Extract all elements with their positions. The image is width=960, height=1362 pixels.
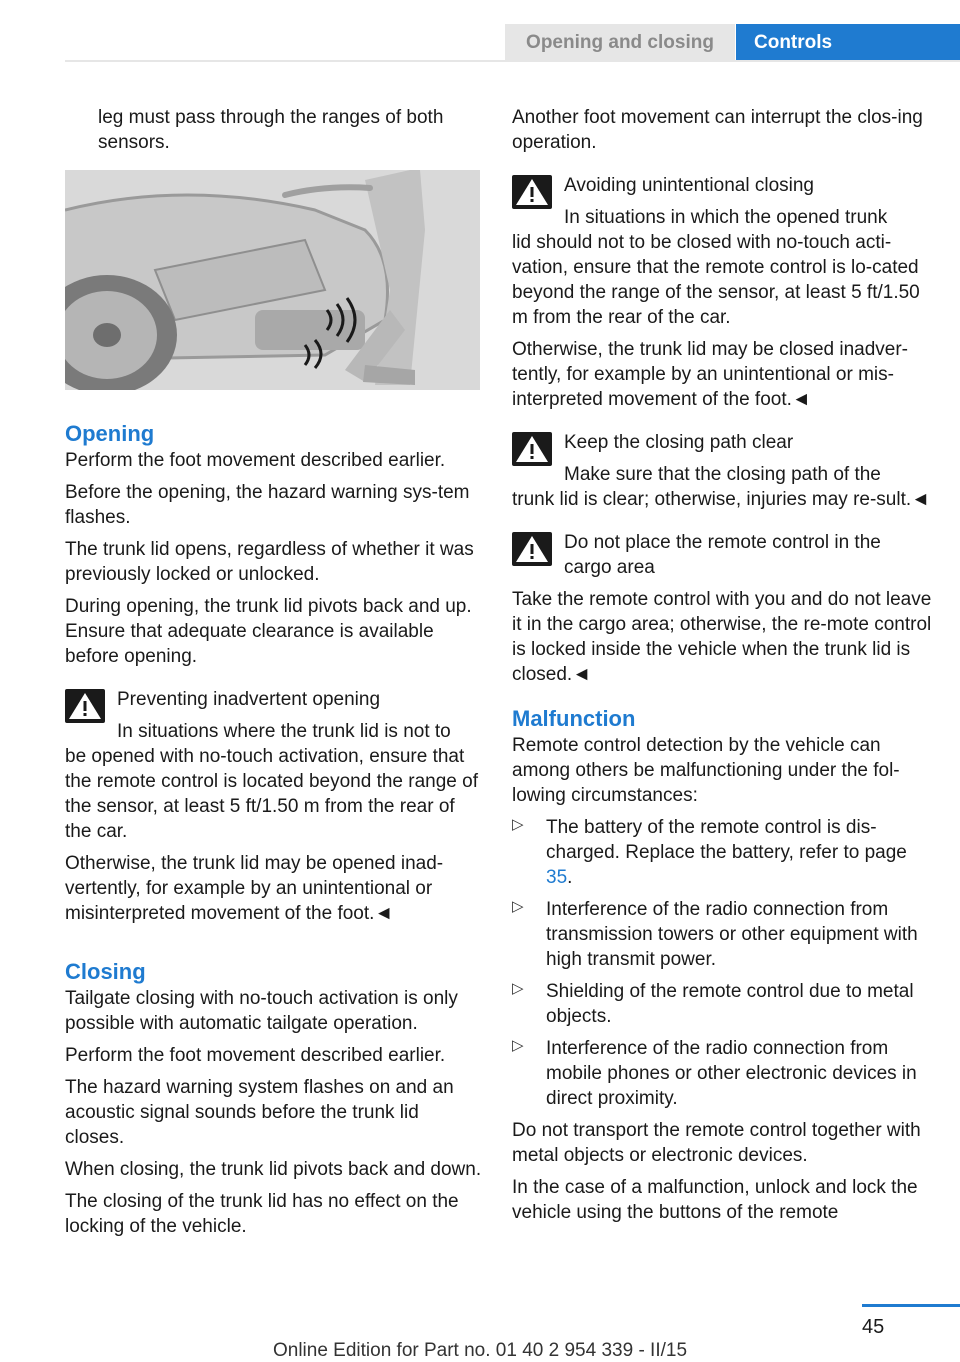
malfunction-after-1: Do not transport the remote control together with metal objects or electronic devices. <box>512 1120 921 1166</box>
list-item <box>512 1036 932 1111</box>
closing-p2: Perform the foot movement described earlier. <box>65 1045 446 1066</box>
warning-title: Avoiding unintentional closing <box>564 175 814 196</box>
warning-extra: Otherwise, the trunk lid may be closed inadver-tently, for example by an unintentional or mis-interpreted movement of the foot.◄ <box>512 339 909 410</box>
bullet-text: The battery of the remote control is dis-charged. Replace the battery, refer to page <box>546 817 907 863</box>
closing-section <box>65 958 483 1246</box>
chapter-tab[interactable]: Controls <box>736 24 960 62</box>
malfunction-after-2: In the case of a malfunction, unlock and lock the vehicle using the buttons of the remote <box>512 1177 918 1223</box>
closing-p1: Tailgate closing with no-touch activation is only possible with automatic tailgate operation. <box>65 988 458 1034</box>
warning-icon <box>512 532 552 566</box>
bullet-text: Shielding of the remote control due to metal objects. <box>546 981 914 1027</box>
page-link[interactable]: 35 <box>546 867 568 888</box>
footer-divider <box>862 1304 960 1307</box>
list-item <box>512 815 932 890</box>
malfunction-section <box>512 705 932 1225</box>
page-header <box>0 0 960 62</box>
warning-title: Preventing inadvertent opening <box>117 689 381 710</box>
warning-inadvertent-opening <box>65 687 483 926</box>
warning-icon <box>512 432 552 466</box>
warning-icon <box>512 175 552 209</box>
warning-first-line: Make sure that the closing path of the <box>564 464 881 485</box>
malfunction-intro: Remote control detection by the vehicle can among others be malfunctioning under the fol-lowing circumstances: <box>512 735 900 806</box>
closing-heading: Closing <box>65 959 146 984</box>
opening-section <box>65 420 483 933</box>
right-intro: Another foot movement can interrupt the clos-ing operation. <box>512 107 923 153</box>
bullet-text: Interference of the radio connection from mobile phones or other electronic devices in direct proximity. <box>546 1038 917 1109</box>
trunk-illustration <box>65 170 480 390</box>
warning-icon <box>65 689 105 723</box>
warning-extra: Otherwise, the trunk lid may be opened inad-vertently, for example by an unintentional or misinterpreted movement of the foot.◄ <box>65 853 444 924</box>
page-number: 45 <box>862 1316 885 1338</box>
edition-line: Online Edition for Part no. 01 40 2 954 339 - II/15 <box>272 1340 688 1361</box>
warning-body: be opened with no-touch activation, ensure that the remote control is located beyond the range of the sensor, at least 5 ft/1.50 m from the rear of the car. <box>65 746 478 842</box>
left-intro: leg must pass through the ranges of both sensors. <box>98 107 444 153</box>
bullet-text: Interference of the radio connection from transmission towers or other equipment with high transmit power. <box>546 899 918 970</box>
right-flow <box>512 105 932 1232</box>
warning-first-line: In situations in which the opened trunk <box>564 207 888 228</box>
opening-p4: During opening, the trunk lid pivots back and up. Ensure that adequate clearance is available before opening. <box>65 596 472 667</box>
header-divider <box>65 60 960 62</box>
opening-p3: The trunk lid opens, regardless of whether it was previously locked or unlocked. <box>65 539 474 585</box>
opening-heading: Opening <box>65 421 155 446</box>
warning-body: lid should not to be closed with no-touch acti-vation, ensure that the remote control is lo-cated beyond the range of the sensor, at least 5 ft/1.50 m from the rear of the car. <box>512 232 920 328</box>
warning-cargo-area <box>512 530 932 687</box>
bullet-end: . <box>567 867 573 888</box>
warning-body: Take the remote control with you and do not leave it in the cargo area; otherwise, the re-mote control is locked inside the vehicle when the trunk lid is closed.◄ <box>512 589 932 685</box>
opening-p2: Before the opening, the hazard warning sys-tem flashes. <box>65 482 470 528</box>
section-tab[interactable]: Opening and closing <box>505 24 735 62</box>
warning-closing-path <box>512 430 932 512</box>
warning-title: Keep the closing path clear <box>564 432 794 453</box>
warning-title: Do not place the remote control in the cargo area <box>564 532 881 578</box>
list-item <box>512 897 932 972</box>
closing-p5: The closing of the trunk lid has no effect on the locking of the vehicle. <box>65 1191 459 1237</box>
opening-p1: Perform the foot movement described earlier. <box>65 450 446 471</box>
bullet-arrow-icon: ▷ <box>512 898 524 915</box>
malfunction-heading: Malfunction <box>512 706 636 731</box>
list-item <box>512 979 932 1029</box>
warning-first-line: In situations where the trunk lid is not to <box>117 721 451 742</box>
bullet-arrow-icon: ▷ <box>512 1037 524 1054</box>
warning-unintentional-closing <box>512 173 932 412</box>
bullet-arrow-icon: ▷ <box>512 816 524 833</box>
warning-body: trunk lid is clear; otherwise, injuries may re-sult.◄ <box>512 489 930 510</box>
closing-p4: When closing, the trunk lid pivots back and down. <box>65 1159 482 1180</box>
bullet-arrow-icon: ▷ <box>512 980 524 997</box>
closing-p3: The hazard warning system flashes on and an acoustic signal sounds before the trunk lid closes. <box>65 1077 454 1148</box>
